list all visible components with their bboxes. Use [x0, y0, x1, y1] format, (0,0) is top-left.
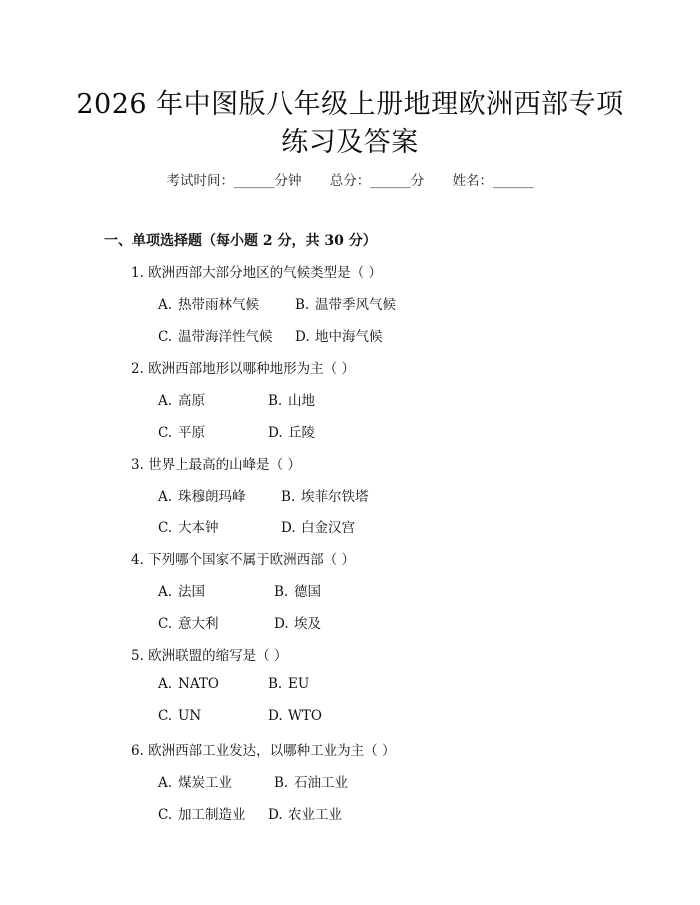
option-text: 煤炭工业 [178, 775, 232, 791]
option-letter: B. [274, 584, 289, 600]
question-1-option-c [158, 325, 273, 345]
option-text: 温带季风气候 [315, 297, 396, 313]
option-letter: D. [268, 425, 283, 441]
question-1-option-b [295, 293, 396, 313]
question-5-option-a [158, 676, 219, 692]
exam-meta [0, 169, 700, 189]
option-letter: B. [268, 393, 283, 409]
option-text: 白金汉宫 [301, 520, 355, 536]
option-text: 农业工业 [288, 807, 342, 823]
option-letter: D. [281, 520, 296, 536]
question-2-option-c [158, 421, 205, 441]
question-5-option-d [268, 708, 322, 724]
option-text: 温带海洋性气候 [178, 329, 273, 345]
option-letter: D. [268, 807, 283, 823]
question-1-option-d [295, 325, 383, 345]
option-letter: A. [158, 297, 173, 313]
question-2: 2. 欧洲西部地形以哪种地形为主（ ） [131, 361, 355, 377]
option-text: 平原 [178, 425, 205, 441]
question-1: 1. 欧洲西部大部分地区的气候类型是（ ） [131, 265, 382, 281]
question-6-option-b [274, 771, 348, 791]
question-1-option-a [158, 293, 259, 313]
option-text: 加工制造业 [178, 807, 246, 823]
option-letter: D. [295, 329, 310, 345]
question-6-option-c [158, 803, 246, 823]
option-letter: A. [158, 584, 173, 600]
option-letter: C. [158, 520, 173, 536]
option-letter: B. [295, 297, 310, 313]
question-4: 4. 下列哪个国家不属于欧洲西部（ ） [131, 552, 355, 568]
option-letter: C. [158, 807, 173, 823]
option-letter: A. [158, 489, 173, 505]
option-letter: D. [268, 708, 283, 724]
option-letter: A. [158, 676, 173, 692]
option-letter: C. [158, 708, 173, 724]
question-2-option-a [158, 389, 205, 409]
question-5: 5. 欧洲联盟的缩写是（ ） [131, 648, 288, 664]
option-text: 丘陵 [288, 425, 315, 441]
option-text: 珠穆朗玛峰 [178, 489, 246, 505]
option-letter: B. [274, 775, 289, 791]
total-score-field: 总分：______分 [329, 173, 425, 189]
question-3-option-d [281, 516, 355, 536]
option-text: 埃及 [294, 616, 321, 632]
question-6-option-d [268, 803, 342, 823]
option-text: 意大利 [178, 616, 219, 632]
question-4-option-d [274, 612, 321, 632]
option-letter: C. [158, 425, 173, 441]
option-text: 热带雨林气候 [178, 297, 259, 313]
option-letter: A. [158, 393, 173, 409]
question-5-option-b [268, 676, 309, 692]
question-3-option-c [158, 516, 219, 536]
option-text: 埃菲尔铁塔 [301, 489, 369, 505]
option-letter: C. [158, 329, 173, 345]
option-text: 法国 [178, 584, 205, 600]
option-letter: D. [274, 616, 289, 632]
section-heading: 一、单项选择题（每小题 2 分，共 30 分） [104, 233, 377, 249]
option-text: 大本钟 [178, 520, 219, 536]
question-6: 6. 欧洲西部工业发达，以哪种工业为主（ ） [131, 743, 396, 759]
option-text: 高原 [178, 393, 205, 409]
option-text: 石油工业 [294, 775, 348, 791]
option-text: 德国 [294, 584, 321, 600]
option-letter: C. [158, 616, 173, 632]
page-title-line-1: 2026 年中图版八年级上册地理欧洲西部专项 [76, 89, 624, 120]
page-title-line-2: 练习及答案 [281, 127, 419, 158]
question-3: 3. 世界上最高的山峰是（ ） [131, 457, 301, 473]
question-6-option-a [158, 771, 232, 791]
question-4-option-a [158, 580, 205, 600]
option-text: WTO [288, 708, 322, 724]
name-field: 姓名：______ [452, 173, 534, 189]
option-letter: A. [158, 775, 173, 791]
question-2-option-b [268, 389, 315, 409]
option-letter: B. [268, 676, 283, 692]
option-text: 地中海气候 [315, 329, 383, 345]
question-4-option-b [274, 580, 321, 600]
question-3-option-b [281, 485, 369, 505]
question-4-option-c [158, 612, 219, 632]
option-text: UN [178, 708, 202, 724]
option-letter: B. [281, 489, 296, 505]
question-3-option-a [158, 485, 246, 505]
option-text: 山地 [288, 393, 315, 409]
question-5-option-c [158, 708, 201, 724]
question-2-option-d [268, 421, 315, 441]
exam-time-field: 考试时间：______分钟 [166, 173, 302, 189]
option-text: EU [288, 676, 310, 692]
option-text: NATO [178, 676, 219, 692]
